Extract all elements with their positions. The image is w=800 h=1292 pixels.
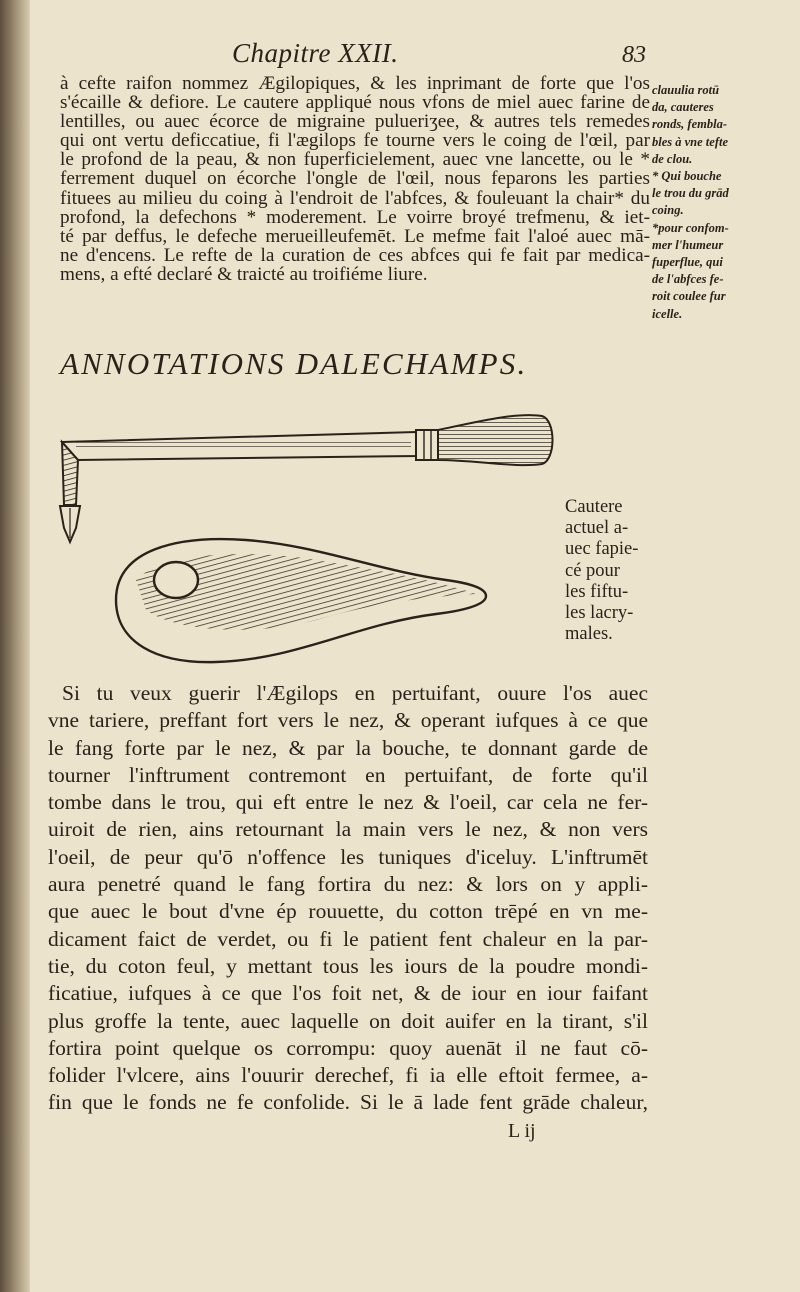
body-line: fin que le fonds ne fe confolide. Si le ā lade fent grāde chaleur,: [48, 1090, 648, 1115]
body-line: que auec le bout d'vne ép rouuette, du cotton trēpé en vn me-: [48, 899, 648, 924]
text-line: ferrement duquel on écorche l'ongle de l'œil, nous feparons les parties: [60, 169, 650, 189]
body-line: tombe dans le trou, qui eft entre le nez & l'oeil, car cela ne fer-: [48, 790, 648, 815]
body-line: tourner l'inftrument contremont en pertuifant, de forte qu'il: [48, 762, 648, 787]
cautery-instrument-illustration: [56, 410, 566, 670]
margin-note-line: * Qui bouche: [652, 169, 722, 184]
caption-line: males.: [565, 624, 613, 645]
margin-note-line: ronds, fembla-: [652, 117, 727, 132]
margin-note-line: fuperflue, qui: [652, 255, 723, 270]
text-line: mens, a efté declaré & traicté au troifiéme liure.: [60, 264, 428, 285]
body-line: fortira point quelque os corrompu: quoy auenāt il ne faut cō-: [48, 1035, 648, 1060]
body-line: plus groffe la tente, auec laquelle on doit auifer en la tirant, s'il: [48, 1008, 648, 1033]
text-line: profond, la defechons * moderement. Le voirre broyé trefmenu, & iet-: [60, 207, 650, 227]
margin-note-line: coing.: [652, 203, 684, 218]
margin-note-line: roit coulee fur: [652, 289, 726, 304]
caption-line: les lacry-: [565, 603, 634, 624]
caption-line: les fiftu-: [565, 581, 629, 602]
margin-note-line: bles à vne tefte: [652, 134, 729, 149]
text-line: fituees au milieu du coing à l'endroit de l'abfces, & fouleuant la chair* du: [60, 188, 650, 208]
text-line: s'écaille & defiore. Le cautere appliqué nous vfons de miel auec farine de: [60, 93, 650, 113]
caption-line: actuel a-: [565, 518, 629, 539]
body-line: l'oeil, de peur qu'ō n'offence les tuniques d'iceluy. L'inftrumēt: [48, 844, 648, 869]
text-line: qui ont vertu deficcatiue, fi l'ægilops fe tourne vers le coing de l'œil, par: [60, 131, 650, 151]
body-line: Si tu veux guerir l'Ægilops en pertuifant, ouure l'os auec: [62, 681, 648, 705]
body-text-block: [48, 680, 648, 1117]
text-line: té par deffus, le defeche merueilleufemēt. Le mefme fait l'aloé auec mā-: [60, 226, 650, 246]
margin-note-line: *pour confom-: [652, 220, 729, 235]
text-line: ne d'encens. Le refte de la curation de ces abfces qui fe fait par medica-: [60, 245, 650, 265]
body-line: dicament faict de verdet, ou fi le patient fent chaleur en la par-: [48, 926, 648, 951]
caption-line: uec fapie-: [565, 539, 639, 560]
body-line: folider l'vlcere, ains l'ouurir derechef, fi ia elle eftoit fermee, a-: [48, 1063, 648, 1088]
main-text-block: [60, 74, 650, 284]
text-line: à cefte raifon nommez Ægilopiques, & les inprimant de forte que l'os: [60, 74, 650, 94]
margin-note-line: de l'abfces fe-: [652, 272, 724, 287]
body-line: aura penetré quand le fang fortira du nez: & lors on y appli-: [48, 872, 648, 897]
body-line: uiroit de rien, ains retournant la main vers le nez, & non vers: [48, 817, 648, 842]
caption-line: cé pour: [565, 560, 620, 581]
margin-note-line: da, cauteres: [652, 100, 714, 115]
text-line: le profond de la peau, & non fuperficielement, auec vne lancette, ou le *: [60, 150, 650, 170]
body-line: vne tariere, preffant fort vers le nez, & operant iufques à ce que: [48, 708, 648, 733]
cautery-plate-icon: [116, 539, 486, 662]
margin-note-line: mer l'humeur: [652, 237, 724, 252]
page-binding-edge: [0, 0, 30, 1292]
body-line: tie, du coton feul, y mettant tous les iours de la poudre mondi-: [48, 953, 648, 978]
annotations-heading: ANNOTATIONS DALECHAMPS.: [60, 346, 528, 381]
text-line: lentilles, ou auec écorce de migraine pulueriʒee, & autres tels remedes: [60, 112, 650, 132]
margin-notes: [652, 82, 768, 323]
figure-caption: [565, 497, 665, 645]
margin-note-line: le trou du grād: [652, 186, 729, 201]
cautery-tool-icon: [60, 415, 553, 542]
body-line: le fang forte par le nez, & par la bouche, te donnant garde de: [48, 735, 648, 760]
page-number: 83: [622, 42, 646, 68]
caption-line: Cautere: [565, 497, 623, 517]
body-line: ficatiue, iufques à ce que l'os foit net, & de iour en iour faifant: [48, 981, 648, 1006]
margin-note-line: icelle.: [652, 306, 683, 321]
margin-note-line: de clou.: [652, 151, 693, 166]
chapter-title: Chapitre XXII.: [232, 38, 399, 68]
page-header: [0, 38, 800, 78]
signature-mark: L ij: [508, 1120, 536, 1142]
margin-note-line: clauulia rotū: [652, 83, 720, 97]
